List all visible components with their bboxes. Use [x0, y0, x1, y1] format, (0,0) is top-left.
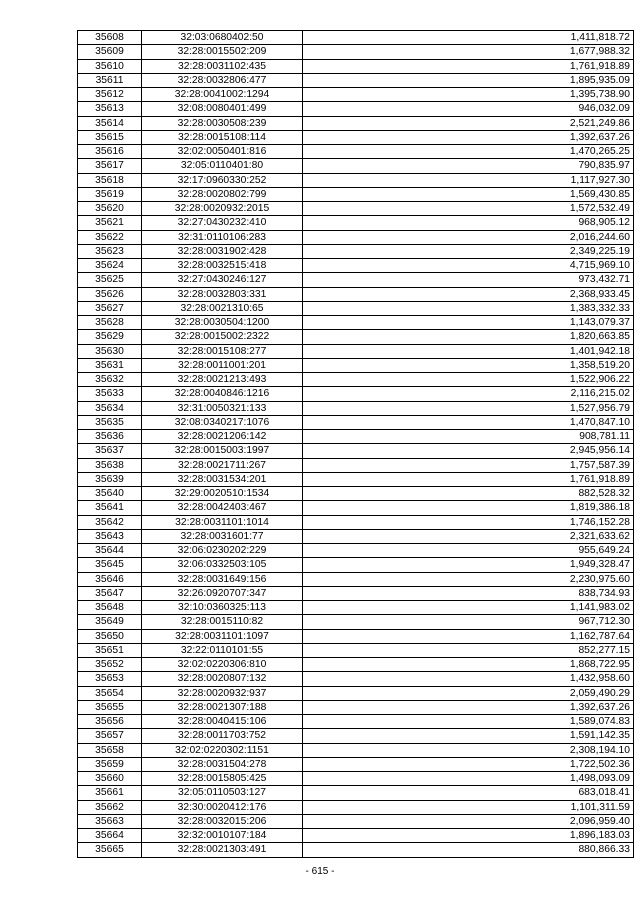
cadastral-number-cell: 32:29:0020510:1534: [142, 487, 303, 501]
row-id-cell: 35647: [78, 586, 142, 600]
table-row: [78, 757, 634, 771]
table-row: [78, 430, 634, 444]
value-cell: 2,016,244.60: [303, 230, 634, 244]
value-cell: 1,143,079.37: [303, 316, 634, 330]
row-id-cell: 35615: [78, 130, 142, 144]
value-cell: 880,866.33: [303, 843, 634, 857]
cadastral-number-cell: 32:02:0220302:1151: [142, 743, 303, 757]
cadastral-number-cell: 32:02:0220306:810: [142, 658, 303, 672]
row-id-cell: 35632: [78, 373, 142, 387]
table-row: [78, 187, 634, 201]
cadastral-number-cell: 32:28:0031101:1097: [142, 629, 303, 643]
value-cell: 852,277.15: [303, 643, 634, 657]
row-id-cell: 35618: [78, 173, 142, 187]
cadastral-number-cell: 32:28:0015108:114: [142, 130, 303, 144]
table-row: [78, 45, 634, 59]
row-id-cell: 35636: [78, 430, 142, 444]
cadastral-number-cell: 32:28:0021206:142: [142, 430, 303, 444]
cadastral-number-cell: 32:05:0110401:80: [142, 159, 303, 173]
row-id-cell: 35640: [78, 487, 142, 501]
value-cell: 1,591,142.35: [303, 729, 634, 743]
cadastral-number-cell: 32:27:0430232:410: [142, 216, 303, 230]
row-id-cell: 35652: [78, 658, 142, 672]
cadastral-number-cell: 32:08:0340217:1076: [142, 415, 303, 429]
row-id-cell: 35620: [78, 202, 142, 216]
table-row: [78, 615, 634, 629]
row-id-cell: 35613: [78, 102, 142, 116]
row-id-cell: 35657: [78, 729, 142, 743]
row-id-cell: 35646: [78, 572, 142, 586]
row-id-cell: 35653: [78, 672, 142, 686]
row-id-cell: 35664: [78, 829, 142, 843]
table-row: [78, 387, 634, 401]
value-cell: 1,401,942.18: [303, 344, 634, 358]
value-cell: 1,868,722.95: [303, 658, 634, 672]
row-id-cell: 35643: [78, 529, 142, 543]
page-number: - 615 -: [305, 866, 335, 877]
table-row: [78, 145, 634, 159]
table-row: [78, 572, 634, 586]
row-id-cell: 35630: [78, 344, 142, 358]
cadastral-number-cell: 32:28:0042403:467: [142, 501, 303, 515]
table-row: [78, 786, 634, 800]
table-row: [78, 259, 634, 273]
value-cell: 2,116,215.02: [303, 387, 634, 401]
cadastral-number-cell: 32:31:0110106:283: [142, 230, 303, 244]
row-id-cell: 35612: [78, 88, 142, 102]
table-row: [78, 472, 634, 486]
row-id-cell: 35655: [78, 700, 142, 714]
cadastral-number-cell: 32:28:0011001:201: [142, 358, 303, 372]
row-id-cell: 35650: [78, 629, 142, 643]
table-row: [78, 586, 634, 600]
row-id-cell: 35658: [78, 743, 142, 757]
cadastral-number-cell: 32:31:0050321:133: [142, 401, 303, 415]
row-id-cell: 35614: [78, 116, 142, 130]
value-cell: 2,059,490.29: [303, 686, 634, 700]
row-id-cell: 35610: [78, 59, 142, 73]
table-row: [78, 829, 634, 843]
row-id-cell: 35622: [78, 230, 142, 244]
table-row: [78, 658, 634, 672]
row-id-cell: 35609: [78, 45, 142, 59]
cadastral-number-cell: 32:28:0031601:77: [142, 529, 303, 543]
value-cell: 1,470,847.10: [303, 415, 634, 429]
value-cell: 2,230,975.60: [303, 572, 634, 586]
value-cell: 2,349,225.19: [303, 244, 634, 258]
value-cell: 1,117,927.30: [303, 173, 634, 187]
cadastral-number-cell: 32:05:0110503:127: [142, 786, 303, 800]
cadastral-number-cell: 32:30:0020412:176: [142, 800, 303, 814]
cadastral-number-cell: 32:28:0032803:331: [142, 287, 303, 301]
value-cell: 1,498,093.09: [303, 772, 634, 786]
table-row: [78, 301, 634, 315]
value-cell: 1,722,502.36: [303, 757, 634, 771]
value-cell: 838,734.93: [303, 586, 634, 600]
value-cell: 1,522,906.22: [303, 373, 634, 387]
cadastral-number-cell: 32:28:0032015:206: [142, 814, 303, 828]
table-row: [78, 358, 634, 372]
value-cell: 1,746,152.28: [303, 515, 634, 529]
value-cell: 1,677,988.32: [303, 45, 634, 59]
value-cell: 973,432.71: [303, 273, 634, 287]
cadastral-number-cell: 32:28:0015003:1997: [142, 444, 303, 458]
cadastral-number-cell: 32:28:0031102:435: [142, 59, 303, 73]
table-row: [78, 800, 634, 814]
row-id-cell: 35623: [78, 244, 142, 258]
cadastral-number-cell: 32:28:0031504:278: [142, 757, 303, 771]
value-cell: 882,528.32: [303, 487, 634, 501]
value-cell: 1,761,918.89: [303, 472, 634, 486]
row-id-cell: 35660: [78, 772, 142, 786]
value-cell: 2,308,194.10: [303, 743, 634, 757]
table-row: [78, 316, 634, 330]
row-id-cell: 35627: [78, 301, 142, 315]
value-cell: 2,096,959.40: [303, 814, 634, 828]
table-row: [78, 273, 634, 287]
row-id-cell: 35631: [78, 358, 142, 372]
table-row: [78, 729, 634, 743]
table-row: [78, 216, 634, 230]
value-cell: 1,589,074.83: [303, 715, 634, 729]
row-id-cell: 35649: [78, 615, 142, 629]
row-id-cell: 35621: [78, 216, 142, 230]
table-row: [78, 772, 634, 786]
cadastral-number-cell: 32:28:0031902:428: [142, 244, 303, 258]
value-cell: 967,712.30: [303, 615, 634, 629]
value-cell: 1,895,935.09: [303, 73, 634, 87]
value-cell: 2,368,933.45: [303, 287, 634, 301]
row-id-cell: 35634: [78, 401, 142, 415]
table-row: [78, 700, 634, 714]
table-row: [78, 686, 634, 700]
row-id-cell: 35665: [78, 843, 142, 857]
table-row: [78, 558, 634, 572]
value-cell: 1,392,637.26: [303, 700, 634, 714]
row-id-cell: 35654: [78, 686, 142, 700]
table-row: [78, 73, 634, 87]
table-row: [78, 59, 634, 73]
cadastral-number-cell: 32:08:0080401:499: [142, 102, 303, 116]
cadastral-number-cell: 32:28:0040846:1216: [142, 387, 303, 401]
cadastral-number-cell: 32:28:0021303:491: [142, 843, 303, 857]
table-row: [78, 529, 634, 543]
value-cell: 1,896,183.03: [303, 829, 634, 843]
table-row: [78, 130, 634, 144]
row-id-cell: 35651: [78, 643, 142, 657]
cadastral-number-cell: 32:28:0021213:493: [142, 373, 303, 387]
row-id-cell: 35637: [78, 444, 142, 458]
cadastral-number-cell: 32:28:0040415:106: [142, 715, 303, 729]
row-id-cell: 35638: [78, 458, 142, 472]
table-row: [78, 31, 634, 45]
cadastral-number-cell: 32:28:0020807:132: [142, 672, 303, 686]
row-id-cell: 35633: [78, 387, 142, 401]
row-id-cell: 35625: [78, 273, 142, 287]
table-row: [78, 230, 634, 244]
value-cell: 1,162,787.64: [303, 629, 634, 643]
table-row: [78, 159, 634, 173]
row-id-cell: 35648: [78, 601, 142, 615]
cadastral-number-cell: 32:28:0032806:477: [142, 73, 303, 87]
table-row: [78, 501, 634, 515]
table-row: [78, 173, 634, 187]
table-row: [78, 287, 634, 301]
row-id-cell: 35617: [78, 159, 142, 173]
cadastral-number-cell: 32:06:0332503:105: [142, 558, 303, 572]
value-cell: 1,383,332.33: [303, 301, 634, 315]
table-row: [78, 330, 634, 344]
cadastral-number-cell: 32:03:0680402:50: [142, 31, 303, 45]
value-cell: 2,321,633.62: [303, 529, 634, 543]
value-cell: 1,395,738.90: [303, 88, 634, 102]
value-cell: 908,781.11: [303, 430, 634, 444]
table-row: [78, 715, 634, 729]
value-cell: 1,101,311.59: [303, 800, 634, 814]
cadastral-number-cell: 32:02:0050401:816: [142, 145, 303, 159]
row-id-cell: 35635: [78, 415, 142, 429]
cadastral-number-cell: 32:28:0030504:1200: [142, 316, 303, 330]
row-id-cell: 35628: [78, 316, 142, 330]
table-row: [78, 401, 634, 415]
cadastral-number-cell: 32:28:0032515:418: [142, 259, 303, 273]
table-row: [78, 344, 634, 358]
value-cell: 946,032.09: [303, 102, 634, 116]
table-row: [78, 244, 634, 258]
value-cell: 1,757,587.39: [303, 458, 634, 472]
value-cell: 2,945,956.14: [303, 444, 634, 458]
value-cell: 683,018.41: [303, 786, 634, 800]
value-cell: 2,521,249.86: [303, 116, 634, 130]
cadastral-number-cell: 32:28:0020932:937: [142, 686, 303, 700]
table-body: [78, 31, 634, 858]
cadastral-number-cell: 32:28:0030508:239: [142, 116, 303, 130]
data-table: [77, 30, 634, 858]
row-id-cell: 35608: [78, 31, 142, 45]
cadastral-number-cell: 32:28:0020802:799: [142, 187, 303, 201]
cadastral-number-cell: 32:26:0920707:347: [142, 586, 303, 600]
cadastral-number-cell: 32:10:0360325:113: [142, 601, 303, 615]
cadastral-number-cell: 32:22:0110101:55: [142, 643, 303, 657]
row-id-cell: 35641: [78, 501, 142, 515]
value-cell: 1,141,983.02: [303, 601, 634, 615]
value-cell: 1,358,519.20: [303, 358, 634, 372]
table-row: [78, 643, 634, 657]
cadastral-number-cell: 32:28:0031649:156: [142, 572, 303, 586]
cadastral-number-cell: 32:28:0021711:267: [142, 458, 303, 472]
row-id-cell: 35619: [78, 187, 142, 201]
row-id-cell: 35642: [78, 515, 142, 529]
cadastral-number-cell: 32:28:0015502:209: [142, 45, 303, 59]
table-row: [78, 487, 634, 501]
table-row: [78, 373, 634, 387]
cadastral-number-cell: 32:28:0015108:277: [142, 344, 303, 358]
row-id-cell: 35645: [78, 558, 142, 572]
cadastral-number-cell: 32:27:0430246:127: [142, 273, 303, 287]
table-row: [78, 843, 634, 857]
row-id-cell: 35616: [78, 145, 142, 159]
cadastral-number-cell: 32:28:0015805:425: [142, 772, 303, 786]
value-cell: 1,820,663.85: [303, 330, 634, 344]
table-row: [78, 601, 634, 615]
table-row: [78, 202, 634, 216]
table-row: [78, 814, 634, 828]
cadastral-number-cell: 32:32:0010107:184: [142, 829, 303, 843]
table-row: [78, 672, 634, 686]
cadastral-number-cell: 32:28:0015002:2322: [142, 330, 303, 344]
value-cell: 955,649.24: [303, 544, 634, 558]
value-cell: 790,835.97: [303, 159, 634, 173]
cadastral-number-cell: 32:17:0960330:252: [142, 173, 303, 187]
row-id-cell: 35663: [78, 814, 142, 828]
cadastral-number-cell: 32:28:0021310:65: [142, 301, 303, 315]
table-row: [78, 458, 634, 472]
row-id-cell: 35611: [78, 73, 142, 87]
row-id-cell: 35624: [78, 259, 142, 273]
cadastral-number-cell: 32:28:0020932:2015: [142, 202, 303, 216]
table-row: [78, 444, 634, 458]
value-cell: 1,819,386.18: [303, 501, 634, 515]
cadastral-number-cell: 32:06:0230202:229: [142, 544, 303, 558]
value-cell: 1,527,956.79: [303, 401, 634, 415]
row-id-cell: 35661: [78, 786, 142, 800]
value-cell: 968,905.12: [303, 216, 634, 230]
table-row: [78, 88, 634, 102]
row-id-cell: 35626: [78, 287, 142, 301]
value-cell: 1,392,637.26: [303, 130, 634, 144]
value-cell: 1,411,818.72: [303, 31, 634, 45]
row-id-cell: 35639: [78, 472, 142, 486]
row-id-cell: 35656: [78, 715, 142, 729]
table-row: [78, 629, 634, 643]
row-id-cell: 35662: [78, 800, 142, 814]
cadastral-number-cell: 32:28:0041002:1294: [142, 88, 303, 102]
value-cell: 1,761,918.89: [303, 59, 634, 73]
value-cell: 1,470,265.25: [303, 145, 634, 159]
row-id-cell: 35629: [78, 330, 142, 344]
table-row: [78, 544, 634, 558]
table-row: [78, 743, 634, 757]
table-row: [78, 102, 634, 116]
table-row: [78, 415, 634, 429]
cadastral-number-cell: 32:28:0031534:201: [142, 472, 303, 486]
value-cell: 4,715,969.10: [303, 259, 634, 273]
value-cell: 1,432,958.60: [303, 672, 634, 686]
table-row: [78, 116, 634, 130]
value-cell: 1,949,328.47: [303, 558, 634, 572]
cadastral-number-cell: 32:28:0011703:752: [142, 729, 303, 743]
row-id-cell: 35644: [78, 544, 142, 558]
cadastral-number-cell: 32:28:0021307:188: [142, 700, 303, 714]
cadastral-number-cell: 32:28:0015110:82: [142, 615, 303, 629]
value-cell: 1,572,532.49: [303, 202, 634, 216]
value-cell: 1,569,430.85: [303, 187, 634, 201]
table-row: [78, 515, 634, 529]
row-id-cell: 35659: [78, 757, 142, 771]
cadastral-number-cell: 32:28:0031101:1014: [142, 515, 303, 529]
